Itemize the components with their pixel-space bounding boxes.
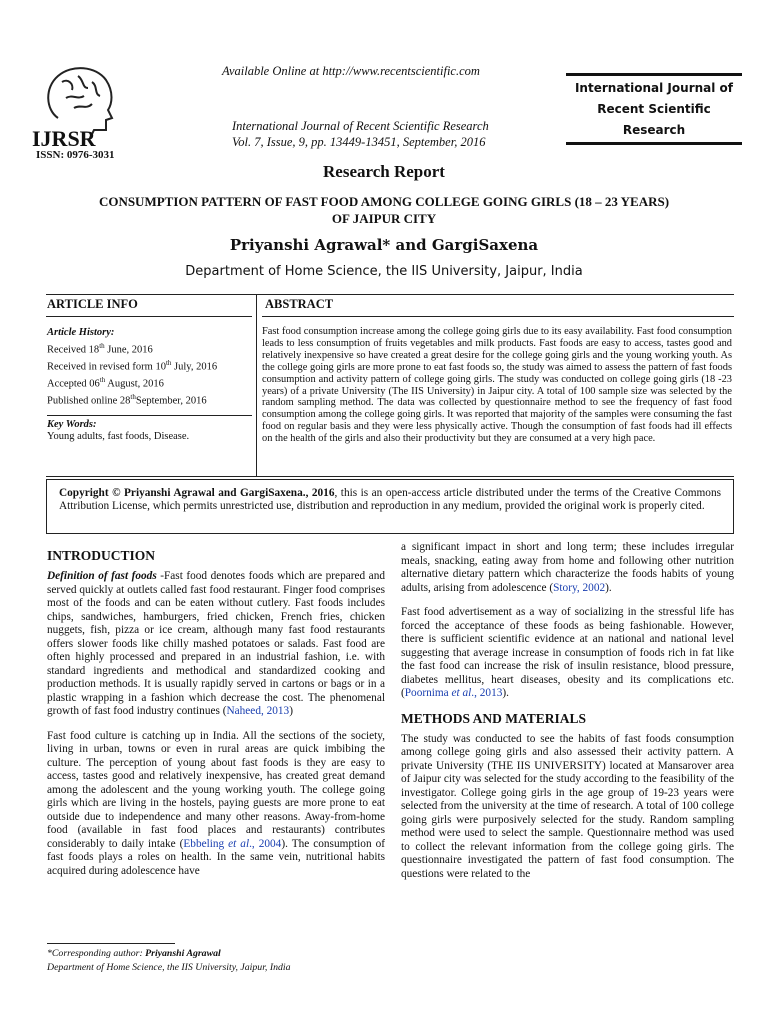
abstract-text: Fast food consumption increase among the college going girls due to its easy availability. Fast food consumption leads to less consumption of fruits vegetables and milk products. Fast foods are easy to access, tastes good and relatively inexpensive so have created a great desire for the college going girls and the young working youth. As the college going girls are more prone to eat fast foods so, the study was aimed to assess the pattern of fast foods consumption and activity pattern of college going girls. The study was conducted on college going girls (18 -23 years) of a private University (The IIS University) in Jaipur city. A total of 100 sample size was selected by the random sampling method. The data was collected by questionnaire method to see the frequency of fast food consumption among the college going girls. It was reported that majority of the samples were consuming the fast food on regular basis and they were less physically active. Though the consumption of fast foods had ill effects on the health of the girls and also their productivity but they are consumed at a very high pace.	[262, 326, 732, 445]
author-name: Priyanshi Agrawal	[145, 948, 221, 959]
volume-line: Vol. 7, Issue, 9, pp. 13449-13451, September, 2016	[232, 135, 486, 149]
copyright-holder: Copyright © Priyanshi Agrawal and GargiSaxena., 2016	[59, 487, 335, 499]
article-title	[60, 193, 708, 227]
title-line: CONSUMPTION PATTERN OF FAST FOOD AMONG COLLEGE GOING GIRLS (18 – 23 YEARS)	[98, 194, 670, 209]
journal-name-line: International Journal of Recent Scientific Research	[232, 119, 489, 133]
journal-logo	[28, 58, 123, 156]
left-column	[47, 548, 385, 878]
journal-reference	[232, 118, 489, 150]
revised-date: Received in revised form 10th July, 2016	[47, 358, 218, 372]
published-date: Published online 28thSeptember, 2016	[47, 392, 207, 406]
citation-link[interactable]: Poornima et al., 2013	[404, 687, 503, 699]
journal-box-line: Recent Scientific	[597, 102, 711, 116]
article-type: Research Report	[323, 162, 445, 181]
history-label: Article History:	[47, 327, 115, 338]
authors: Priyanshi Agrawal* and GargiSaxena	[229, 236, 539, 254]
keywords-label: Key Words:	[47, 415, 252, 432]
right-column	[401, 541, 734, 881]
intro-paragraph: Definition of fast foods -Fast food denotes foods which are prepared and served quickly at outlets called fast food restaurant. Finger food comprises most of the foods and can be eaten without cutlery. Fast foods includes chips, sandwiches, hamburgers, fried chicken, French fries, chicken nuggets, fish, pizza or ice cream, although many fast food restaurants offers slower foods like chilly mashed potatoes or salads. Fast food are often highly processed and prepared in an industrial fashion, i.e. with standard ingredients and methodical and standardized cooking and production methods. It is usually rapidly served in cartons or bags or in a plastic wrapping in a fashion which decrease the cost. The phenomenal growth of fast food industry continues (Naheed, 2013)	[47, 570, 385, 717]
introduction-heading: INTRODUCTION	[47, 548, 156, 563]
citation-link[interactable]: Naheed, 2013	[226, 705, 290, 717]
article-info	[47, 327, 252, 444]
logo-text: IJRSR	[32, 126, 96, 151]
citation-link[interactable]: Ebbeling et al., 2004	[183, 837, 282, 850]
definition-label: Definition of fast foods	[47, 570, 157, 582]
journal-box-line: International Journal of	[574, 81, 734, 95]
received-date: Received 18th June, 2016	[47, 341, 153, 355]
issn: ISSN: 0976-3031	[36, 149, 115, 161]
divider	[262, 316, 734, 317]
column-divider	[256, 294, 257, 476]
divider	[46, 476, 734, 477]
copyright-text: , this is an open-access article distributed under the terms of the Creative Commons Attribution License, which permits unrestricted use, distribution and reproduction in any medium, provided the original work is properly cited.	[59, 487, 721, 513]
intro-paragraph: Fast food advertisement as a way of socializing in the stressful life has forced the acceptance of these foods as being fashionable. However, there is sufficient scientific evidence at an national and national level suggesting that average increase in consumption of foods rich in fat like the fast food can increase the risk of insulin resistance, blood pressure, diabetes mellitus, heart diseases, obesity and its complications etc. (Poornima et al., 2013).	[401, 606, 734, 699]
footnote-rule	[47, 943, 175, 944]
footnote-affiliation: Department of Home Science, the IIS University, Jaipur, India	[47, 962, 291, 973]
abstract-heading: ABSTRACT	[265, 297, 334, 311]
keywords: Young adults, fast foods, Disease.	[47, 431, 190, 442]
methods-paragraph: The study was conducted to see the habits of fast foods consumption among college going girls and also assessed their activity pattern. A private University (THE IIS UNIVERSITY) located at Mansarover area of Jaipur city was selected for the study according to the feasibility of the investigator. College going girls in the age group of 19-23 years were selected from the university at the time of research. A total of 100 college going girls were purposively selected for the study. Random sampling method were used to select the sample. Questionnaire method was used to collect the relevant information from the college going girls. The questionnaire investigated the pattern of fast food consumption. The questions were related to the	[401, 732, 734, 880]
available-online-text: Available Online at http://www.recentscientific.com	[222, 64, 480, 78]
divider	[46, 316, 252, 317]
copyright-box	[46, 479, 734, 534]
methods-heading: METHODS AND MATERIALS	[401, 710, 587, 726]
intro-paragraph: a significant impact in short and long term; these includes irregular meals, snacking, eating away from home and following other nutrition alternative dietary pattern which characterize the foods habits of young adults, arising from adolescence (Story, 2002).	[401, 541, 734, 594]
title-line: OF JAIPUR CITY	[331, 211, 437, 226]
article-info-heading: ARTICLE INFO	[47, 297, 138, 311]
accepted-date: Accepted 06th August, 2016	[47, 375, 164, 389]
divider	[46, 294, 734, 295]
citation-link[interactable]: Story, 2002	[553, 581, 606, 594]
journal-box-line: Research	[622, 123, 686, 137]
journal-title-box	[566, 73, 742, 145]
corresponding-author: *Corresponding author: Priyanshi Agrawal	[47, 948, 221, 959]
affiliation: Department of Home Science, the IIS University, Jaipur, India	[185, 264, 583, 279]
intro-paragraph: Fast food culture is catching up in India. All the sections of the society, living in urban, towns or even in rural areas are quick imbibing the culture. The perception of young about fast foods is they are easy to access, tastes good and relatively inexpensive, has created great demand among the adolescent and the young working youth. The college going girls which are living in the hostels, paying guests are more prone to eat outside due to independence and many other reasons. Away-from-home food (available in fast food places and restaurants) contributes considerably to daily intake (Ebbeling et al., 2004). The consumption of fast foods plays a roles on health. In the same vein, nutritional habits acquired during adolescence have	[47, 729, 385, 877]
